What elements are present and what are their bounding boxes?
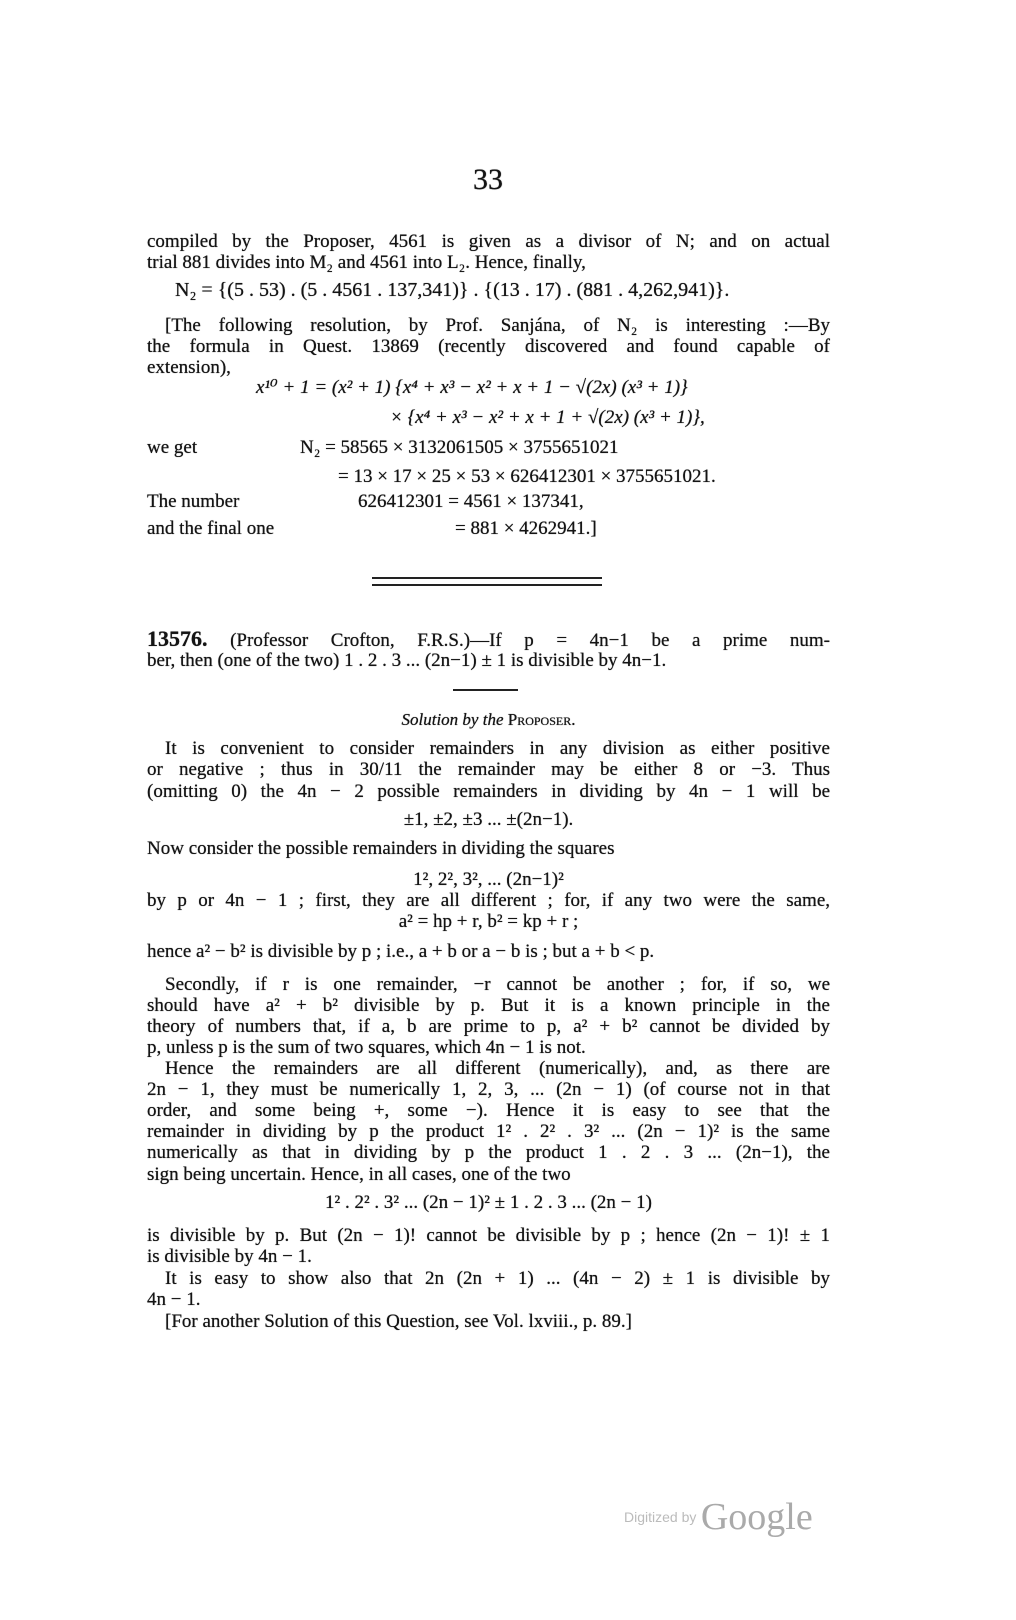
text-line: p, unless p is the sum of two squares, which 4n − 1 is not. <box>147 1037 586 1058</box>
equation: x¹⁰ + 1 = (x² + 1) {x⁴ + x³ − x² + x + 1 − √(2x) (x³ + 1)} <box>256 377 688 398</box>
equation: N₂ = 58565 × 3132061505 × 3755651021 <box>300 437 619 458</box>
heading-name: Proposer. <box>507 710 576 729</box>
text-line: Hence the remainders are all different (numerically), and, as there are <box>165 1058 830 1079</box>
question-text: (Professor Crofton, F.R.S.)—If p = 4n−1 be a prime num- <box>230 630 831 651</box>
text-line: 4n − 1. <box>147 1289 201 1310</box>
text-line: [For another Solution of this Question, see Vol. lxviii., p. 89.] <box>165 1311 632 1332</box>
text-line: the formula in Quest. 13869 (recently discovered and found capable of <box>147 336 830 357</box>
question-line <box>147 628 830 651</box>
solution-heading <box>147 709 830 730</box>
label: and the final one <box>147 518 275 539</box>
text-line: is divisible by 4n − 1. <box>147 1246 312 1267</box>
text-line: It is easy to show also that 2n (2n + 1) ... (4n − 2) ± 1 is divisible by <box>165 1268 830 1289</box>
watermark-logo: Google <box>700 1496 813 1538</box>
text-line: is divisible by p. But (2n − 1)! cannot be divisible by p ; hence (2n − 1)! ± 1 <box>147 1225 830 1246</box>
label: we get <box>147 437 198 458</box>
text-line: sign being uncertain. Hence, in all cases, one of the two <box>147 1164 571 1185</box>
text-line: by p or 4n − 1 ; first, they are all different ; for, if any two were the same, <box>147 890 830 911</box>
equation: × {x⁴ + x³ − x² + x + 1 + √(2x) (x³ + 1)}, <box>390 407 705 428</box>
text-line: [The following resolution, by Prof. Sanjána, of N₂ is interesting :—By <box>165 315 830 336</box>
text-line: or negative ; thus in 30/11 the remainder may be either 8 or −3. Thus <box>147 759 830 780</box>
equation: a² = hp + r, b² = kp + r ; <box>398 911 579 932</box>
text-line: Secondly, if r is one remainder, −r cannot be another ; for, if so, we <box>165 974 830 995</box>
text-line: Now consider the possible remainders in dividing the squares <box>147 838 615 859</box>
text-line: trial 881 divides into M₂ and 4561 into L₂. Hence, finally, <box>147 252 586 273</box>
google-watermark <box>624 1495 813 1539</box>
divider <box>453 689 518 691</box>
text-line: remainder in dividing by p the product 1² . 2² . 3² ... (2n − 1)² is the same <box>147 1121 830 1142</box>
heading-italic: Solution by the <box>401 710 504 729</box>
equation: N₂ = {(5 . 53) . (5 . 4561 . 137,341)} . {(13 . 17) . (881 . 4,262,941)}. <box>175 279 730 301</box>
label: The number <box>147 491 240 512</box>
text-line: 2n − 1, they must be numerically 1, 2, 3, ... (2n − 1) (of course not in that <box>147 1079 830 1100</box>
text-line: extension), <box>147 357 231 378</box>
watermark-small: Digitized by <box>624 1509 697 1525</box>
equation: = 13 × 17 × 25 × 53 × 626412301 × 3755651021. <box>338 466 716 487</box>
divider <box>372 584 602 586</box>
question-number: 13576. <box>147 626 208 651</box>
equation: 626412301 = 4561 × 137341, <box>358 491 584 512</box>
equation: 1², 2², 3², ... (2n−1)² <box>413 869 564 890</box>
equation: = 881 × 4262941.] <box>455 518 597 539</box>
text-line: numerically as that in dividing by p the product 1 . 2 . 3 ... (2n−1), the <box>147 1142 830 1163</box>
equation: ±1, ±2, ±3 ... ±(2n−1). <box>403 809 574 830</box>
text-line: should have a² + b² divisible by p. But it is a known principle in the <box>147 995 830 1016</box>
text-line: hence a² − b² is divisible by p ; i.e., a + b or a − b is ; but a + b < p. <box>147 941 655 962</box>
text-line: (omitting 0) the 4n − 2 possible remainders in dividing by 4n − 1 will be <box>147 781 830 802</box>
text-line: It is convenient to consider remainders in any division as either positive <box>165 738 830 759</box>
question-line: ber, then (one of the two) 1 . 2 . 3 ... (2n−1) ± 1 is divisible by 4n−1. <box>147 650 667 671</box>
text-line: theory of numbers that, if a, b are prime to p, a² + b² cannot be divided by <box>147 1016 830 1037</box>
text-line: order, and some being +, some −). Hence it is easy to see that the <box>147 1100 830 1121</box>
equation: 1² . 2² . 3² ... (2n − 1)² ± 1 . 2 . 3 ... (2n − 1) <box>325 1192 652 1213</box>
text-line: compiled by the Proposer, 4561 is given as a divisor of N; and on actual <box>147 231 830 252</box>
page-number: 33 <box>473 163 503 196</box>
divider <box>372 577 602 579</box>
